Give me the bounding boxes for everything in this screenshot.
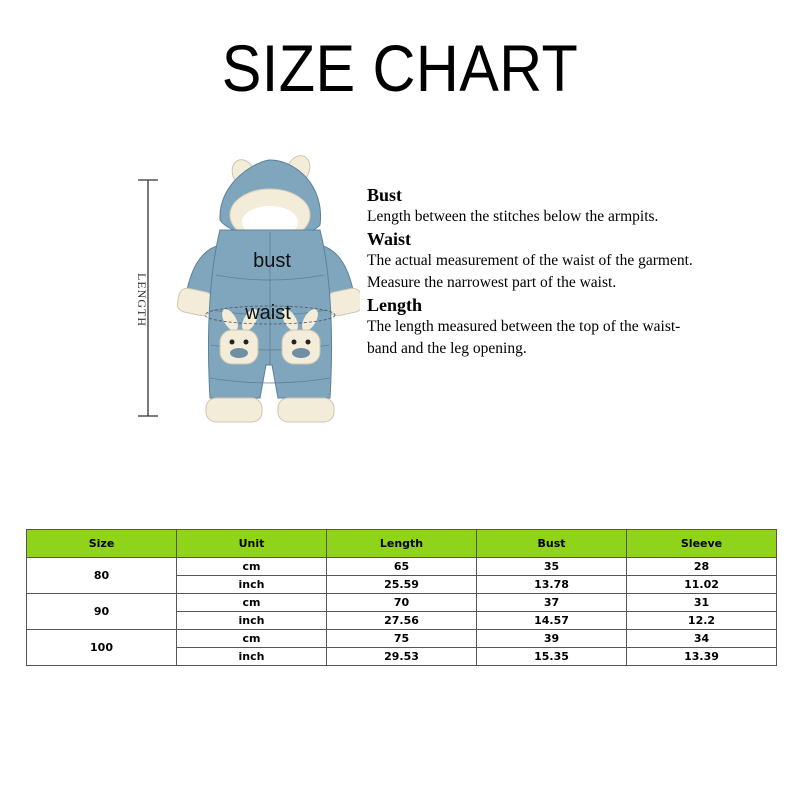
romper-illustration — [120, 150, 360, 440]
bust-description: Length between the stitches below the armpits. — [367, 208, 659, 225]
unit-cell: cm — [177, 630, 327, 648]
sleeve-cell: 12.2 — [627, 612, 777, 630]
garment-diagram — [120, 150, 360, 440]
bust-cell: 35 — [477, 558, 627, 576]
left-leg-cuff — [206, 398, 262, 422]
length-cell: 29.53 — [327, 648, 477, 666]
waist-heading: Waist — [367, 229, 412, 249]
bust-cell: 14.57 — [477, 612, 627, 630]
unit-cell: cm — [177, 558, 327, 576]
length-cell: 70 — [327, 594, 477, 612]
length-cell: 25.59 — [327, 576, 477, 594]
sleeve-cell: 13.39 — [627, 648, 777, 666]
size-cell: 90 — [27, 594, 177, 630]
length-description-line-1: The length measured between the top of the waist- — [367, 318, 681, 335]
size-cell: 80 — [27, 558, 177, 594]
bust-label: bust — [253, 250, 291, 272]
header-bust: Bust — [477, 530, 627, 558]
length-cell: 27.56 — [327, 612, 477, 630]
size-table — [26, 529, 777, 666]
sleeve-cell: 34 — [627, 630, 777, 648]
bust-heading: Bust — [367, 185, 403, 205]
bust-cell: 15.35 — [477, 648, 627, 666]
header-unit: Unit — [177, 530, 327, 558]
header-sleeve: Sleeve — [627, 530, 777, 558]
page-title: SIZE CHART — [221, 31, 579, 105]
table-row — [27, 558, 777, 576]
table-header-row — [27, 530, 777, 558]
bust-cell: 39 — [477, 630, 627, 648]
bust-cell: 13.78 — [477, 576, 627, 594]
waist-description-line-2: Measure the narrowest part of the waist. — [367, 274, 617, 291]
measurement-definitions — [367, 184, 777, 360]
header-size: Size — [27, 530, 177, 558]
unit-cell: inch — [177, 612, 327, 630]
length-cell: 65 — [327, 558, 477, 576]
waist-description-line-1: The actual measurement of the waist of the garment. — [367, 252, 693, 269]
header-length: Length — [327, 530, 477, 558]
length-label: LENGTH — [135, 273, 149, 327]
length-heading: Length — [367, 295, 423, 315]
sleeve-cell: 28 — [627, 558, 777, 576]
sleeve-cell: 31 — [627, 594, 777, 612]
length-description-line-2: band and the leg opening. — [367, 340, 527, 357]
length-cell: 75 — [327, 630, 477, 648]
right-leg-cuff — [278, 398, 334, 422]
sleeve-cell: 11.02 — [627, 576, 777, 594]
unit-cell: cm — [177, 594, 327, 612]
waist-label: waist — [245, 302, 291, 324]
table-row — [27, 630, 777, 648]
bust-cell: 37 — [477, 594, 627, 612]
unit-cell: inch — [177, 648, 327, 666]
table-row — [27, 594, 777, 612]
unit-cell: inch — [177, 576, 327, 594]
size-cell: 100 — [27, 630, 177, 666]
